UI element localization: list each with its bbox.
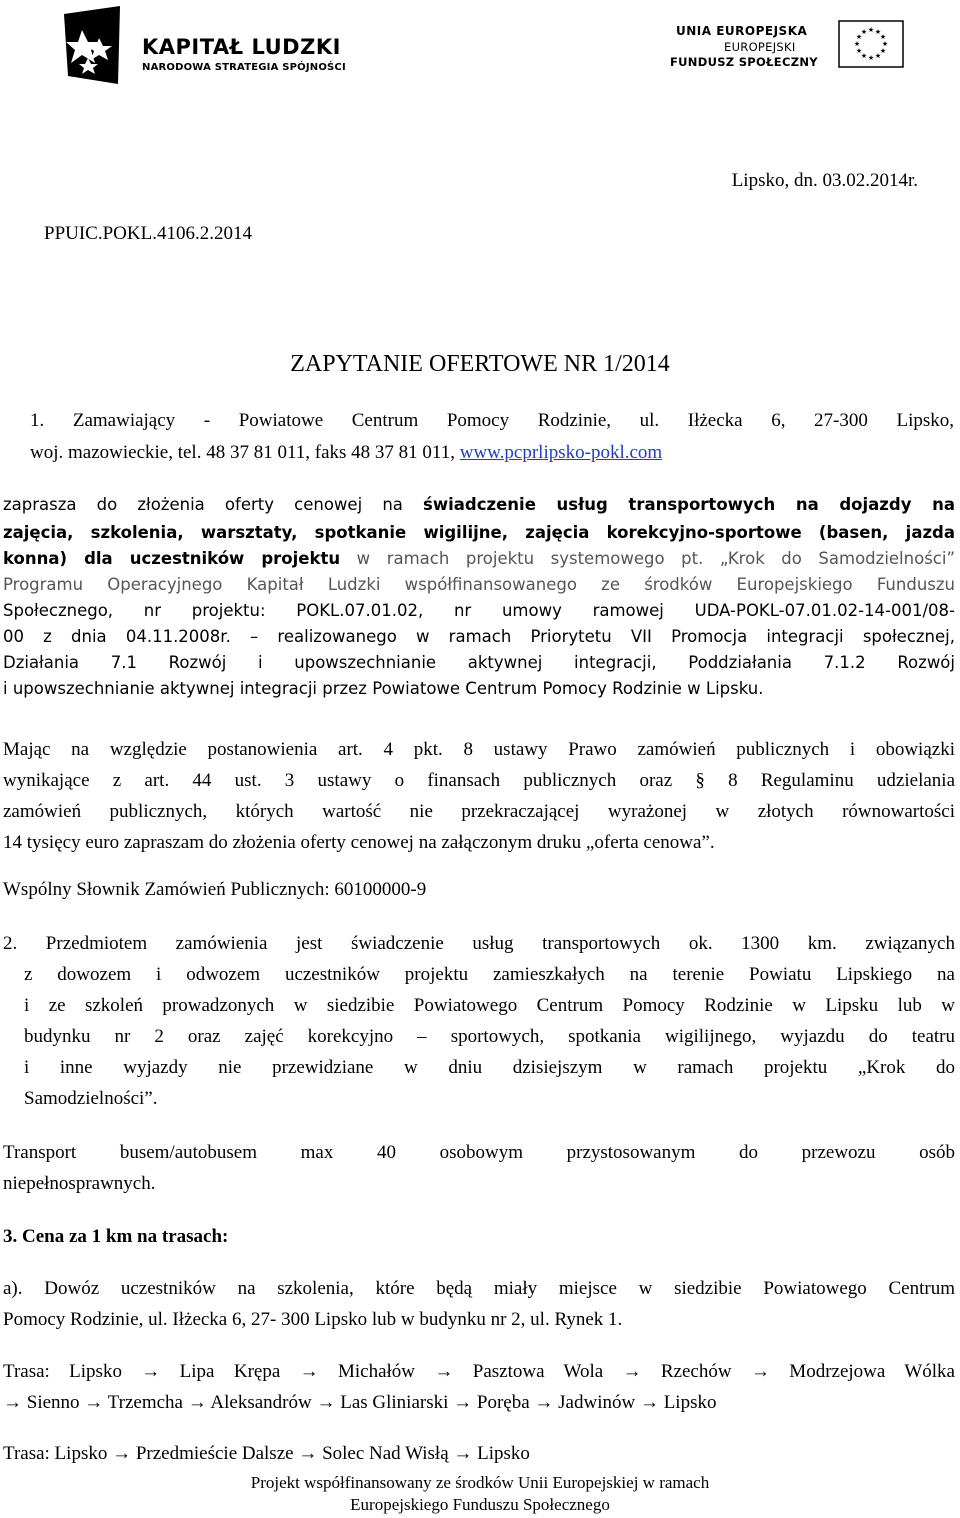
document-date: Lipsko, dn. 03.02.2014r. [731, 170, 918, 191]
svg-text:★: ★ [881, 40, 889, 48]
route1-line1: Trasa: Lipsko → Lipa Krępa → Michałów → Pasztowa Wola → Rzechów → Modrzejowa Wólka [3, 1361, 955, 1382]
svg-text:★: ★ [879, 33, 887, 41]
cpv-code: Wspólny Słownik Zamówień Publicznych: 60100000-9 [3, 879, 427, 900]
invitation-intro: zaprasza do złożenia oferty cenowej na [3, 495, 424, 514]
footer-line2: Europejskiego Funduszu Społecznego [350, 1495, 610, 1514]
footer-line1: Projekt współfinansowany ze środków Unii Europejskiej w ramach [250, 1473, 710, 1492]
section3-heading: 3. Cena za 1 km na trasach: [3, 1226, 229, 1247]
transport-line1: Transport busem/autobusem max 40 osobowym przystosowanym do przewozu osób [3, 1142, 955, 1163]
kl-title: KAPITAŁ LUDZKI [142, 35, 341, 59]
transport-line2: niepełnosprawnych. [3, 1173, 156, 1194]
svg-text:★: ★ [853, 40, 861, 48]
ue-line2: EUROPEJSKI [724, 40, 796, 54]
kapital-ludzki-emblem-icon [62, 6, 132, 86]
svg-text:★: ★ [867, 26, 875, 34]
invitation-line6: 00 z dnia 04.11.2008r. – realizowanego w ramach Priorytetu VII Promocja integracji społecznej, [3, 627, 955, 646]
svg-text:★: ★ [874, 52, 882, 60]
svg-text:★: ★ [855, 47, 863, 55]
svg-text:★: ★ [874, 28, 882, 36]
invitation-subject-cont: zajęcia, szkolenia, warsztaty, spotkanie wigilijne, zajęcia korekcyjno-sportowe (basen, jazda [3, 523, 955, 542]
svg-text:★: ★ [855, 33, 863, 41]
invitation-line1 [3, 492, 955, 518]
svg-text:★: ★ [860, 52, 868, 60]
invitation-line7: Działania 7.1 Rozwój i upowszechnianie aktywnej integracji, Poddziałania 7.1.2 Rozwój [3, 653, 955, 672]
section2-line4: budynku nr 2 oraz zajęć korekcyjno – sportowych, spotkania wigilijnego, wyjazdu do teatru [24, 1026, 955, 1047]
svg-text:★: ★ [860, 28, 868, 36]
section2-line1: 2. Przedmiotem zamówienia jest świadczenie usług transportowych ok. 1300 km. związanych [3, 933, 955, 954]
svg-text:★: ★ [879, 47, 887, 55]
section2-line5: i inne wyjazdy nie przewidziane w dniu dzisiejszym w ramach projektu „Krok do [24, 1057, 955, 1078]
eu-logo [668, 24, 908, 80]
section1-line1: 1. Zamawiający - Powiatowe Centrum Pomocy Rodzinie, ul. Iłżecka 6, 27-300 Lipsko, [30, 410, 954, 431]
legal-line2: wynikające z art. 44 ust. 3 ustawy o finansach publicznych oraz § 8 Regulaminu udzielania [3, 770, 955, 791]
legal-line4: 14 tysięcy euro zapraszam do złożenia oferty cenowej na załączonym druku „oferta cenowa”. [3, 832, 715, 853]
invitation-line5: Społecznego, nr projektu: POKL.07.01.02, nr umowy ramowej UDA-POKL-07.01.02-14-001/08- [3, 601, 955, 620]
invitation-project: w ramach projektu systemowego pt. „Krok do Samodzielności” [340, 549, 955, 568]
page-title: ZAPYTANIE OFERTOWE NR 1/2014 [290, 351, 670, 377]
section2-line6: Samodzielności”. [24, 1088, 158, 1109]
section1-line2 [30, 437, 662, 469]
section2-line3: i ze szkoleń prowadzonych w siedzibie Powiatowego Centrum Pomocy Rodzinie w Lipsku lub w [24, 995, 955, 1016]
invitation-line8: i upowszechnianie aktywnej integracji przez Powiatowe Centrum Pomocy Rodzinie w Lipsku. [3, 679, 764, 698]
reference-number: PPUIC.POKL.4106.2.2014 [44, 223, 252, 244]
section2-line2: z dowozem i odwozem uczestników projektu zamieszkałych na terenie Powiatu Lipskiego na [24, 964, 955, 985]
invitation-participants: konna) dla uczestników projektu [3, 549, 341, 568]
contact-info: woj. mazowieckie, tel. 48 37 81 011, faks 48 37 81 011, [30, 442, 460, 463]
ue-line3: FUNDUSZ SPOŁECZNY [670, 55, 818, 69]
legal-line3: zamówień publicznych, których wartość nie przekraczającej wyrażonej w złotych równowartości [3, 801, 955, 822]
invitation-line4: Programu Operacyjnego Kapitał Ludzki współfinansowanego ze środków Europejskiego Funduszu [3, 575, 955, 594]
website-link[interactable]: www.pcprlipsko-pokl.com [459, 442, 663, 463]
svg-text:★: ★ [867, 54, 875, 62]
route2: Trasa: Lipsko → Przedmieście Dalsze → Solec Nad Wisłą → Lipsko [3, 1443, 530, 1464]
route1-line2: → Sienno → Trzemcha → Aleksandrów → Las Gliniarski → Poręba → Jadwinów → Lipsko [3, 1392, 717, 1413]
invitation-line3 [3, 546, 955, 572]
legal-line1: Mając na względzie postanowienia art. 4 pkt. 8 ustawy Prawo zamówień publicznych i obowiązki [3, 739, 955, 760]
invitation-line2 [3, 520, 955, 546]
kl-subtitle: NARODOWA STRATEGIA SPÓJNOŚCI [142, 62, 346, 73]
section3a-line2: Pomocy Rodzinie, ul. Iłżecka 6, 27- 300 Lipsko lub w budynku nr 2, ul. Rynek 1. [3, 1309, 623, 1330]
section3a-line1: a). Dowóz uczestników na szkolenia, które będą miały miejsce w siedzibie Powiatowego Centrum [3, 1278, 955, 1299]
invitation-subject: świadczenie usług transportowych na dojazdy na [423, 495, 956, 514]
eu-flag-icon [838, 20, 904, 68]
kapital-ludzki-logo [62, 6, 362, 86]
ue-line1: UNIA EUROPEJSKA [676, 24, 808, 38]
